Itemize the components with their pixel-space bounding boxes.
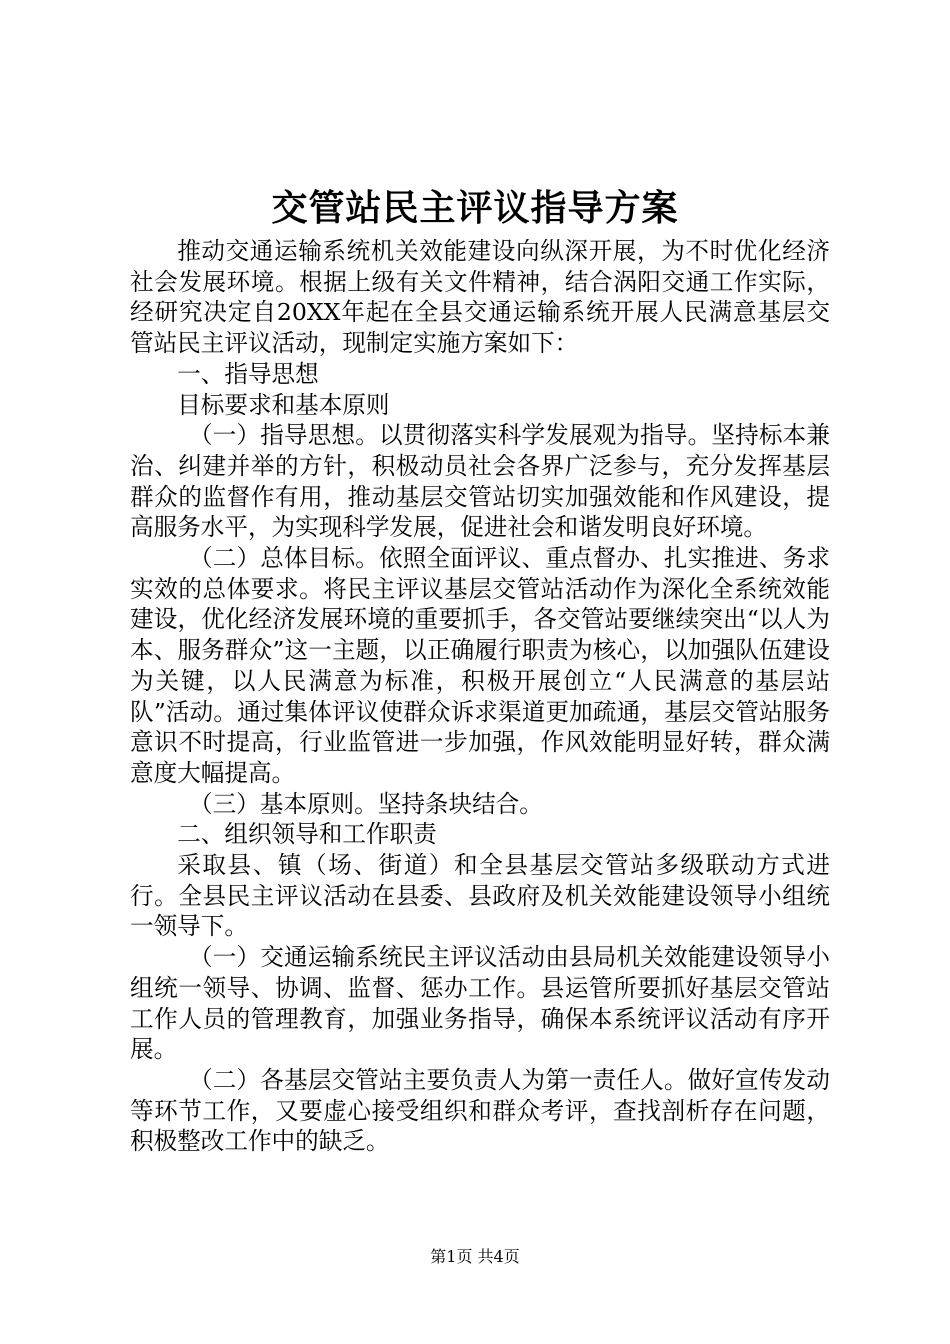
document-body <box>130 236 830 1157</box>
paragraph-intro: 推动交通运输系统机关效能建设向纵深开展，为不时优化经济社会发展环境。根据上级有关文件精神，结合涡阳交通工作实际，经研究决定自20XX年起在全县交通运输系统开展人民满意基层交管站民主评议活动，现制定实施方案如下： <box>130 237 830 358</box>
document-title: 交管站民主评议指导方案 <box>271 187 679 229</box>
section-heading-1: 一、指导思想 <box>177 359 319 388</box>
page-footer: 第1页 共4页 <box>430 1247 520 1266</box>
paragraph-overall-goal: （二）总体目标。依照全面评议、重点督办、扎实推进、务求实效的总体要求。将民主评议基层交管站活动作为深化全系统效能建设，优化经济发展环境的重要抓手，各交管站要继续突出“以人为本、服务群众”这一主题，以正确履行职责为核心，以加强队伍建设为关键，以人民满意为标准，积极开展创立“人民满意的基层站队”活动。通过集体评议使群众诉求渠道更加疏通，基层交管站服务意识不时提高，行业监管进一步加强，作风效能明显好转，群众满意度大幅提高。 <box>130 544 830 787</box>
section-subheading-1: 目标要求和基本原则 <box>177 390 390 419</box>
paragraph-responsibility: （二）各基层交管站主要负责人为第一责任人。做好宣传发动等环节工作，又要虚心接受组织和群众考评，查找剖析存在问题，积极整改工作中的缺乏。 <box>130 1065 830 1156</box>
paragraph-guiding-thought: （一）指导思想。以贯彻落实科学发展观为指导。坚持标本兼治、纠建并举的方针，积极动员社会各界广泛参与，充分发挥基层群众的监督作有用，推动基层交管站切实加强效能和作风建设，提高服务水平，为实现科学发展，促进社会和谐发明良好环境。 <box>130 421 830 542</box>
paragraph-basic-principle: （三）基本原则。坚持条块结合。 <box>189 789 543 818</box>
paragraph-organization: 采取县、镇（场、街道）和全县基层交管站多级联动方式进行。全县民主评议活动在县委、县政府及机关效能建设领导小组统一领导下。 <box>130 851 830 941</box>
section-heading-2: 二、组织领导和工作职责 <box>177 820 437 849</box>
paragraph-leadership: （一）交通运输系统民主评议活动由县局机关效能建设领导小组统一领导、协调、监督、惩办工作。县运管所要抓好基层交管站工作人员的管理教育，加强业务指导，确保本系统评议活动有序开展。 <box>130 943 830 1064</box>
